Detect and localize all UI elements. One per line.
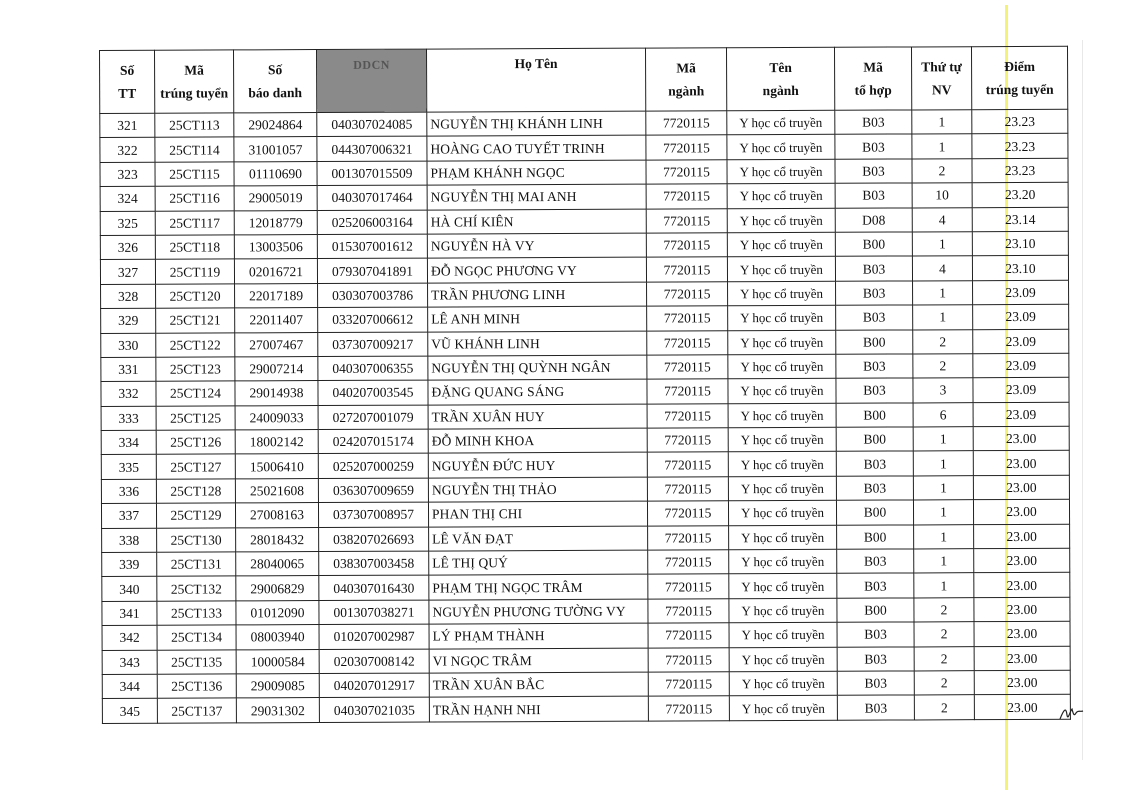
cell-thu-tu-nv: 2: [913, 354, 973, 379]
cell-stt: 337: [101, 504, 156, 529]
cell-ddcn: 001307015509: [317, 161, 427, 186]
cell-ma-to-hop: B03: [837, 549, 914, 574]
cell-ma-to-hop: B03: [837, 622, 914, 647]
cell-diem: 23.00: [974, 646, 1070, 671]
col-header-stt: Số TT: [100, 50, 155, 113]
cell-ma-nganh: 7720115: [646, 208, 727, 233]
cell-thu-tu-nv: 1: [913, 451, 973, 476]
cell-ddcn: 040307017464: [317, 185, 427, 210]
cell-ho-ten: VI NGỌC TRÂM: [429, 648, 648, 673]
cell-ten-nganh: Y học cổ truyền: [728, 379, 836, 404]
cell-thu-tu-nv: 1: [912, 232, 972, 257]
cell-ddcn: 015307001612: [317, 234, 427, 259]
cell-stt: 335: [101, 455, 156, 480]
cell-ho-ten: TRẦN XUÂN HUY: [428, 404, 647, 429]
cell-ho-ten: HOÀNG CAO TUYẾT TRINH: [427, 136, 646, 161]
col-header-ma-nganh: Mã ngành: [645, 48, 726, 111]
cell-ddcn: 040307006355: [318, 356, 428, 381]
cell-ma-to-hop: B03: [836, 281, 913, 306]
cell-ma-trung-tuyen: 25CT129: [156, 503, 235, 528]
cell-stt: 321: [100, 113, 155, 138]
cell-ma-to-hop: B03: [837, 647, 914, 672]
cell-diem: 23.00: [974, 524, 1070, 549]
cell-so-bao-danh: 22011407: [235, 308, 318, 333]
cell-thu-tu-nv: 2: [914, 598, 974, 623]
cell-ten-nganh: Y học cổ truyền: [727, 232, 835, 257]
cell-ho-ten: NGUYỄN PHƯƠNG TƯỜNG VY: [429, 599, 648, 624]
cell-ma-to-hop: B03: [837, 573, 914, 598]
cell-ten-nganh: Y học cổ truyền: [728, 281, 836, 306]
cell-so-bao-danh: 01110690: [234, 161, 317, 186]
cell-ten-nganh: Y học cổ truyền: [729, 574, 837, 599]
cell-ma-trung-tuyen: 25CT135: [157, 650, 236, 675]
cell-ma-nganh: 7720115: [646, 184, 727, 209]
cell-ma-nganh: 7720115: [647, 452, 728, 477]
cell-so-bao-danh: 29006829: [236, 576, 319, 601]
cell-ma-trung-tuyen: 25CT117: [155, 210, 234, 235]
col-header-ma-trung-tuyen: Mã trúng tuyển: [155, 50, 234, 113]
cell-ten-nganh: Y học cổ truyền: [729, 598, 837, 623]
cell-ddcn: 040307021035: [319, 697, 429, 722]
col-header-ten-nganh: Tên ngành: [726, 47, 834, 110]
cell-ma-to-hop: B03: [836, 378, 913, 403]
cell-ho-ten: TRẦN PHƯƠNG LINH: [428, 282, 647, 307]
cell-ten-nganh: Y học cổ truyền: [728, 501, 836, 526]
cell-ma-trung-tuyen: 25CT113: [155, 113, 234, 138]
cell-stt: 324: [100, 186, 155, 211]
cell-thu-tu-nv: 4: [912, 207, 972, 232]
cell-ten-nganh: Y học cổ truyền: [729, 622, 837, 647]
col-header-ddcn: DDCN: [317, 49, 427, 112]
cell-diem: 23.09: [973, 378, 1069, 403]
cell-thu-tu-nv: 1: [913, 500, 973, 525]
cell-ho-ten: NGUYỄN ĐỨC HUY: [428, 453, 647, 478]
cell-thu-tu-nv: 6: [913, 402, 973, 427]
cell-so-bao-danh: 29014938: [235, 381, 318, 406]
cell-ten-nganh: Y học cổ truyền: [728, 330, 836, 355]
cell-ma-trung-tuyen: 25CT125: [156, 406, 235, 431]
cell-ten-nganh: Y học cổ truyền: [729, 647, 837, 672]
cell-ddcn: 020307008142: [319, 649, 429, 674]
cell-thu-tu-nv: 1: [912, 134, 972, 159]
cell-ma-trung-tuyen: 25CT118: [155, 235, 234, 260]
cell-ma-nganh: 7720115: [647, 403, 728, 428]
cell-thu-tu-nv: 2: [914, 695, 974, 720]
cell-thu-tu-nv: 1: [912, 110, 972, 135]
cell-ma-to-hop: B03: [836, 451, 913, 476]
cell-ho-ten: TRẦN HẠNH NHI: [429, 696, 648, 721]
cell-so-bao-danh: 24009033: [235, 405, 318, 430]
cell-diem: 23.23: [972, 109, 1068, 134]
cell-ten-nganh: Y học cổ truyền: [727, 135, 835, 160]
col-header-so-bao-danh: Số báo danh: [234, 50, 317, 113]
cell-ma-to-hop: B03: [836, 354, 913, 379]
cell-ma-nganh: 7720115: [648, 550, 729, 575]
cell-ma-to-hop: B03: [837, 695, 914, 720]
cell-stt: 333: [101, 406, 156, 431]
cell-so-bao-danh: 29031302: [236, 698, 319, 723]
cell-stt: 342: [102, 625, 157, 650]
cell-ddcn: 025206003164: [317, 210, 427, 235]
cell-stt: 341: [102, 601, 157, 626]
cell-ma-nganh: 7720115: [648, 574, 729, 599]
cell-diem: 23.23: [972, 158, 1068, 183]
cell-ddcn: 038207026693: [319, 527, 429, 552]
cell-ten-nganh: Y học cổ truyền: [727, 183, 835, 208]
cell-thu-tu-nv: 2: [914, 646, 974, 671]
cell-ddcn: 038307003458: [319, 551, 429, 576]
cell-ma-to-hop: B00: [837, 525, 914, 550]
cell-ddcn: 079307041891: [317, 258, 427, 283]
cell-stt: 328: [101, 284, 156, 309]
cell-so-bao-danh: 29024864: [234, 113, 317, 138]
cell-ma-to-hop: D08: [835, 208, 912, 233]
cell-thu-tu-nv: 1: [914, 549, 974, 574]
cell-ho-ten: NGUYỄN THỊ MAI ANH: [427, 184, 646, 209]
cell-ho-ten: NGUYỄN THỊ QUỲNH NGÂN: [428, 355, 647, 380]
cell-ddcn: 037307009217: [318, 332, 428, 357]
cell-diem: 23.00: [974, 670, 1070, 695]
cell-ddcn: 030307003786: [318, 283, 428, 308]
cell-diem: 23.09: [973, 402, 1069, 427]
cell-stt: 334: [101, 430, 156, 455]
cell-ddcn: 024207015174: [318, 429, 428, 454]
cell-stt: 331: [101, 357, 156, 382]
cell-ma-nganh: 7720115: [647, 306, 728, 331]
cell-ma-to-hop: B00: [836, 427, 913, 452]
cell-ma-nganh: 7720115: [646, 257, 727, 282]
cell-ddcn: 044307006321: [317, 136, 427, 161]
cell-ma-trung-tuyen: 25CT119: [155, 259, 234, 284]
cell-ddcn: 040207003545: [318, 380, 428, 405]
cell-ma-nganh: 7720115: [647, 355, 728, 380]
cell-ten-nganh: Y học cổ truyền: [728, 452, 836, 477]
cell-ma-to-hop: B03: [835, 159, 912, 184]
cell-ddcn: 037307008957: [318, 502, 428, 527]
cell-ma-nganh: 7720115: [647, 477, 728, 502]
cell-ma-to-hop: B03: [835, 183, 912, 208]
cell-ten-nganh: Y học cổ truyền: [728, 305, 836, 330]
cell-ma-nganh: 7720115: [647, 428, 728, 453]
cell-ddcn: 040307016430: [319, 575, 429, 600]
cell-ma-nganh: 7720115: [648, 696, 729, 721]
cell-stt: 325: [100, 211, 155, 236]
cell-so-bao-danh: 02016721: [234, 259, 317, 284]
cell-ma-nganh: 7720115: [647, 281, 728, 306]
col-header-diem: Điểm trúng tuyển: [971, 46, 1067, 109]
cell-ten-nganh: Y học cổ truyền: [728, 354, 836, 379]
cell-thu-tu-nv: 1: [913, 427, 973, 452]
cell-diem: 23.23: [972, 134, 1068, 159]
cell-ma-nganh: 7720115: [648, 525, 729, 550]
cell-ddcn: 010207002987: [319, 624, 429, 649]
cell-ma-to-hop: B00: [837, 598, 914, 623]
cell-ho-ten: PHẠM KHÁNH NGỌC: [427, 160, 646, 185]
cell-ho-ten: ĐỖ MINH KHOA: [428, 428, 647, 453]
cell-diem: 23.14: [972, 207, 1068, 232]
cell-ddcn: 036307009659: [318, 478, 428, 503]
cell-so-bao-danh: 28018432: [236, 527, 319, 552]
cell-ma-trung-tuyen: 25CT124: [156, 381, 235, 406]
cell-ma-trung-tuyen: 25CT131: [157, 552, 236, 577]
cell-ma-trung-tuyen: 25CT133: [157, 601, 236, 626]
cell-ma-to-hop: B00: [835, 232, 912, 257]
cell-so-bao-danh: 29009085: [236, 674, 319, 699]
cell-thu-tu-nv: 1: [913, 280, 973, 305]
admission-list-page: [99, 46, 1070, 724]
cell-diem: 23.20: [972, 182, 1068, 207]
cell-ma-trung-tuyen: 25CT132: [157, 576, 236, 601]
cell-ho-ten: PHAN THỊ CHI: [428, 501, 647, 526]
cell-ten-nganh: Y học cổ truyền: [729, 671, 837, 696]
cell-diem: 23.00: [974, 695, 1070, 720]
cell-ten-nganh: Y học cổ truyền: [729, 525, 837, 550]
cell-stt: 340: [102, 577, 157, 602]
cell-stt: 322: [100, 138, 155, 163]
cell-stt: 344: [102, 674, 157, 699]
cell-stt: 339: [102, 552, 157, 577]
cell-ten-nganh: Y học cổ truyền: [729, 549, 837, 574]
cell-ho-ten: NGUYỄN HÀ VY: [427, 233, 646, 258]
cell-ddcn: 001307038271: [319, 600, 429, 625]
cell-ho-ten: VŨ KHÁNH LINH: [428, 331, 647, 356]
cell-ddcn: 025207000259: [318, 454, 428, 479]
cell-ma-to-hop: B00: [836, 329, 913, 354]
cell-thu-tu-nv: 3: [913, 378, 973, 403]
cell-ma-trung-tuyen: 25CT137: [157, 698, 236, 723]
cell-ma-nganh: 7720115: [646, 233, 727, 258]
col-header-ho-ten: Họ Tên: [426, 48, 645, 112]
cell-diem: 23.10: [972, 231, 1068, 256]
cell-ten-nganh: Y học cổ truyền: [727, 159, 835, 184]
cell-diem: 23.09: [973, 329, 1069, 354]
cell-ddcn: 040207012917: [319, 673, 429, 698]
cell-diem: 23.09: [973, 304, 1069, 329]
cell-ma-trung-tuyen: 25CT128: [156, 479, 235, 504]
cell-ma-trung-tuyen: 25CT136: [157, 674, 236, 699]
cell-ma-trung-tuyen: 25CT114: [155, 137, 234, 162]
cell-ho-ten: LÊ THỊ QUÝ: [429, 550, 648, 575]
cell-ma-trung-tuyen: 25CT134: [157, 625, 236, 650]
cell-ddcn: 027207001079: [318, 405, 428, 430]
cell-ma-to-hop: B00: [836, 403, 913, 428]
cell-stt: 343: [102, 650, 157, 675]
cell-so-bao-danh: 10000584: [236, 649, 319, 674]
cell-ma-nganh: 7720115: [648, 672, 729, 697]
cell-ma-trung-tuyen: 25CT122: [156, 332, 235, 357]
cell-ma-trung-tuyen: 25CT115: [155, 162, 234, 187]
cell-ho-ten: LÊ ANH MINH: [428, 306, 647, 331]
cell-ma-to-hop: B03: [835, 110, 912, 135]
cell-so-bao-danh: 31001057: [234, 137, 317, 162]
cell-ma-nganh: 7720115: [646, 160, 727, 185]
col-header-ma-to-hop: Mã tổ hợp: [834, 47, 911, 110]
cell-thu-tu-nv: 1: [914, 524, 974, 549]
cell-so-bao-danh: 29005019: [234, 186, 317, 211]
cell-stt: 330: [101, 333, 156, 358]
cell-ten-nganh: Y học cổ truyền: [728, 427, 836, 452]
cell-ten-nganh: Y học cổ truyền: [727, 257, 835, 282]
cell-ddcn: 033207006612: [318, 307, 428, 332]
cell-diem: 23.00: [973, 500, 1069, 525]
cell-diem: 23.10: [972, 256, 1068, 281]
cell-thu-tu-nv: 1: [913, 305, 973, 330]
cell-diem: 23.00: [973, 475, 1069, 500]
cell-ma-to-hop: B00: [836, 500, 913, 525]
cell-so-bao-danh: 22017189: [235, 283, 318, 308]
cell-ho-ten: ĐỖ NGỌC PHƯƠNG VY: [427, 257, 646, 282]
cell-ma-trung-tuyen: 25CT116: [155, 186, 234, 211]
cell-diem: 23.00: [973, 451, 1069, 476]
cell-stt: 329: [101, 308, 156, 333]
cell-so-bao-danh: 25021608: [235, 478, 318, 503]
cell-thu-tu-nv: 2: [914, 622, 974, 647]
col-header-thu-tu-nv: Thứ tự NV: [911, 47, 971, 110]
cell-ma-trung-tuyen: 25CT130: [157, 528, 236, 553]
cell-so-bao-danh: 27008163: [235, 503, 318, 528]
cell-ho-ten: PHẠM THỊ NGỌC TRÂM: [429, 575, 648, 600]
admission-table: [99, 46, 1071, 724]
cell-stt: 327: [100, 260, 155, 285]
cell-so-bao-danh: 27007467: [235, 332, 318, 357]
cell-diem: 23.09: [973, 353, 1069, 378]
cell-ma-nganh: 7720115: [647, 330, 728, 355]
cell-ma-to-hop: B03: [835, 134, 912, 159]
cell-ho-ten: HÀ CHÍ KIÊN: [427, 209, 646, 234]
cell-stt: 323: [100, 162, 155, 187]
cell-ho-ten: ĐẶNG QUANG SÁNG: [428, 379, 647, 404]
cell-so-bao-danh: 15006410: [235, 454, 318, 479]
cell-ma-trung-tuyen: 25CT126: [156, 430, 235, 455]
cell-ho-ten: LÝ PHẠM THÀNH: [429, 623, 648, 648]
cell-stt: 332: [101, 382, 156, 407]
cell-so-bao-danh: 08003940: [236, 625, 319, 650]
cell-thu-tu-nv: 1: [913, 476, 973, 501]
cell-so-bao-danh: 12018779: [234, 210, 317, 235]
cell-ma-to-hop: B03: [836, 476, 913, 501]
cell-ma-nganh: 7720115: [648, 647, 729, 672]
cell-ten-nganh: Y học cổ truyền: [728, 476, 836, 501]
cell-ma-to-hop: B03: [837, 671, 914, 696]
cell-diem: 23.00: [974, 597, 1070, 622]
cell-thu-tu-nv: 4: [912, 256, 972, 281]
cell-ho-ten: LÊ VĂN ĐẠT: [429, 526, 648, 551]
cell-ma-trung-tuyen: 25CT127: [156, 454, 235, 479]
cell-diem: 23.00: [974, 573, 1070, 598]
handwritten-initial-icon: [1058, 703, 1084, 723]
cell-stt: 345: [102, 699, 157, 724]
cell-ten-nganh: Y học cổ truyền: [727, 208, 835, 233]
cell-thu-tu-nv: 2: [912, 158, 972, 183]
cell-diem: 23.00: [974, 548, 1070, 573]
cell-ho-ten: NGUYỄN THỊ KHÁNH LINH: [427, 111, 646, 136]
cell-stt: 338: [102, 528, 157, 553]
scan-edge-shadow: [1082, 40, 1083, 760]
cell-diem: 23.00: [974, 621, 1070, 646]
cell-ho-ten: TRẦN XUÂN BẮC: [429, 672, 648, 697]
cell-so-bao-danh: 18002142: [235, 430, 318, 455]
header-row: [100, 46, 1068, 113]
cell-ho-ten: NGUYỄN THỊ THẢO: [428, 477, 647, 502]
cell-thu-tu-nv: 2: [914, 671, 974, 696]
cell-ma-nganh: 7720115: [646, 111, 727, 136]
cell-ten-nganh: Y học cổ truyền: [727, 110, 835, 135]
cell-ma-trung-tuyen: 25CT120: [156, 284, 235, 309]
cell-thu-tu-nv: 2: [913, 329, 973, 354]
cell-ma-nganh: 7720115: [648, 623, 729, 648]
cell-ma-trung-tuyen: 25CT121: [156, 308, 235, 333]
cell-thu-tu-nv: 1: [914, 573, 974, 598]
cell-diem: 23.09: [973, 280, 1069, 305]
cell-ma-to-hop: B03: [835, 256, 912, 281]
cell-stt: 326: [100, 235, 155, 260]
cell-ten-nganh: Y học cổ truyền: [728, 403, 836, 428]
cell-ten-nganh: Y học cổ truyền: [729, 696, 837, 721]
cell-diem: 23.00: [973, 426, 1069, 451]
cell-ddcn: 040307024085: [317, 112, 427, 137]
cell-thu-tu-nv: 10: [912, 183, 972, 208]
cell-ma-nganh: 7720115: [647, 379, 728, 404]
cell-so-bao-danh: 28040065: [236, 552, 319, 577]
cell-stt: 336: [101, 479, 156, 504]
cell-ma-nganh: 7720115: [647, 501, 728, 526]
cell-ma-nganh: 7720115: [648, 599, 729, 624]
cell-ma-trung-tuyen: 25CT123: [156, 357, 235, 382]
cell-ma-to-hop: B03: [836, 305, 913, 330]
table-row: [102, 695, 1070, 724]
cell-so-bao-danh: 13003506: [234, 235, 317, 260]
cell-so-bao-danh: 01012090: [236, 600, 319, 625]
cell-ma-nganh: 7720115: [646, 135, 727, 160]
cell-so-bao-danh: 29007214: [235, 356, 318, 381]
